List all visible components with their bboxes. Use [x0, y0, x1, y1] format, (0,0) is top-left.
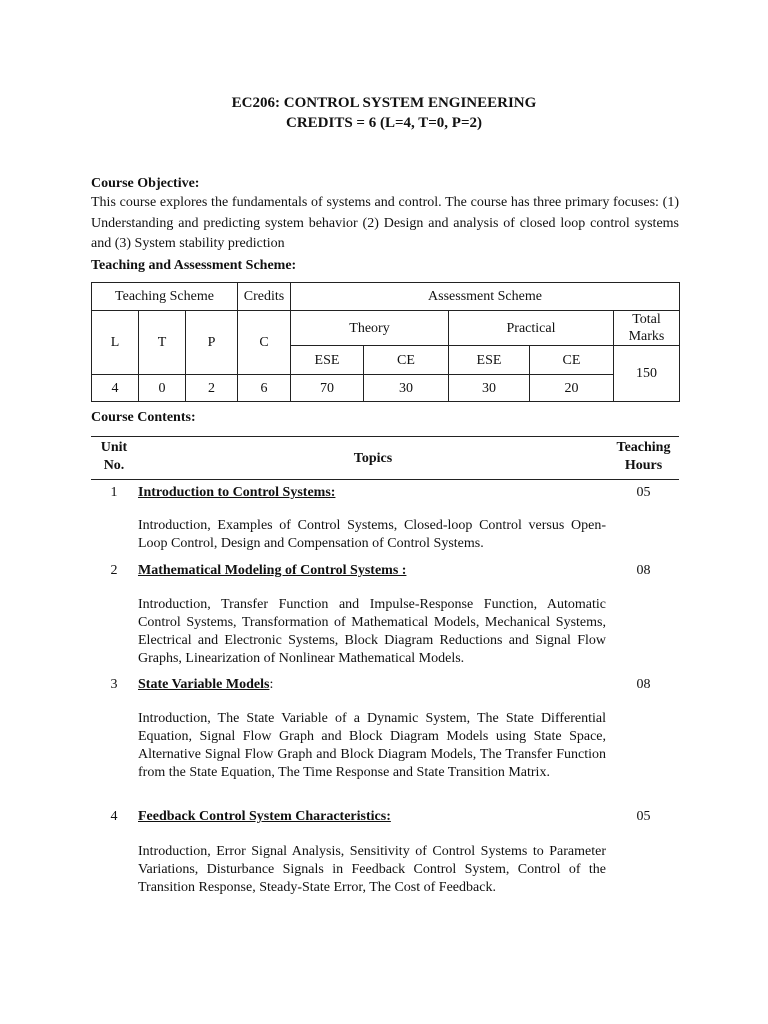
practical-ce-header: CE [530, 346, 614, 375]
unit-hours: 08 [636, 677, 651, 692]
unit-title-text: State Variable Models [138, 677, 270, 692]
practical-ese-header: ESE [449, 346, 530, 375]
header-T: T [139, 311, 186, 375]
contents-heading: Course Contents: [91, 410, 196, 425]
value-practical-ese: 30 [449, 375, 530, 402]
topics-header: Topics [353, 451, 393, 466]
unit-title-text: Mathematical Modeling of Control Systems : [138, 563, 407, 578]
theory-ese-header: ESE [291, 346, 364, 375]
unit-description: Introduction, Examples of Control Systems, Closed-loop Control versus Open-Loop Control, Design and Compensation of Control Systems. [138, 518, 606, 551]
unit-description: Introduction, Error Signal Analysis, Sensitivity of Control Systems to Parameter Variations, Disturbance Signals in Feedback Control System, Control of the Transition Response, Steady-State Error, The Cost of Feedback. [138, 844, 606, 895]
scheme-heading: Teaching and Assessment Scheme: [91, 258, 297, 273]
unit-number: 2 [110, 563, 118, 578]
unit-title [138, 675, 606, 694]
value-P: 2 [186, 375, 238, 402]
value-C: 6 [238, 375, 291, 402]
value-theory-ese: 70 [291, 375, 364, 402]
theory-header: Theory [291, 311, 449, 346]
unit-title-text: Introduction to Control Systems: [138, 485, 336, 500]
teaching-scheme-header: Teaching Scheme [92, 283, 238, 311]
value-T: 0 [139, 375, 186, 402]
objective-heading: Course Objective: [91, 176, 200, 191]
theory-ce-header: CE [364, 346, 449, 375]
header-bottom-rule [91, 479, 679, 480]
value-theory-ce: 30 [364, 375, 449, 402]
unit-hours: 08 [636, 563, 651, 578]
total-marks-header: Total Marks [614, 311, 680, 346]
practical-header: Practical [449, 311, 614, 346]
unit-hours: 05 [636, 485, 651, 500]
unit-title-suffix: : [269, 677, 274, 692]
value-practical-ce: 20 [530, 375, 614, 402]
value-L: 4 [92, 375, 139, 402]
course-credits: CREDITS = 6 (L=4, T=0, P=2) [285, 115, 483, 131]
unit-no-header: Unit No. [100, 440, 128, 473]
unit-title [138, 561, 606, 580]
header-P: P [186, 311, 238, 375]
unit-title [138, 807, 606, 826]
table-top-rule [91, 436, 679, 437]
unit-title-text: Feedback Control System Characteristics: [138, 809, 391, 824]
objective-text: This course explores the fundamentals of systems and control. The course has three primary focuses: (1) Understanding and predicting system behavior (2) Design and analysis of closed loop control systems and (3) System stability prediction [91, 195, 679, 251]
credits-header: Credits [238, 283, 291, 311]
total-marks-value: 150 [614, 346, 680, 402]
unit-title [138, 483, 606, 502]
assessment-scheme-table [91, 282, 680, 402]
unit-number: 4 [110, 809, 118, 824]
header-C: C [238, 311, 291, 375]
teaching-hours-header: Teaching Hours [616, 440, 671, 473]
header-L: L [92, 311, 139, 375]
unit-description: Introduction, The State Variable of a Dynamic System, The State Differential Equation, Signal Flow Graph and Block Diagram Models using State Space, Alternative Signal Flow Graph and Block Diagram Models, The Transfer Function from the State Equation, The Time Response and State Transition Matrix. [138, 711, 606, 780]
assessment-scheme-header: Assessment Scheme [291, 283, 680, 311]
unit-description: Introduction, Transfer Function and Impulse-Response Function, Automatic Control Systems, Transformation of Mathematical Models, Mechanical Systems, Electrical and Electronic Systems, Block Diagram Reductions and Signal Flow Graphs, Linearization of Nonlinear Mathematical Models. [138, 597, 606, 666]
course-title: EC206: CONTROL SYSTEM ENGINEERING [231, 95, 537, 111]
unit-number: 1 [110, 485, 118, 500]
unit-number: 3 [110, 677, 118, 692]
unit-hours: 05 [636, 809, 651, 824]
